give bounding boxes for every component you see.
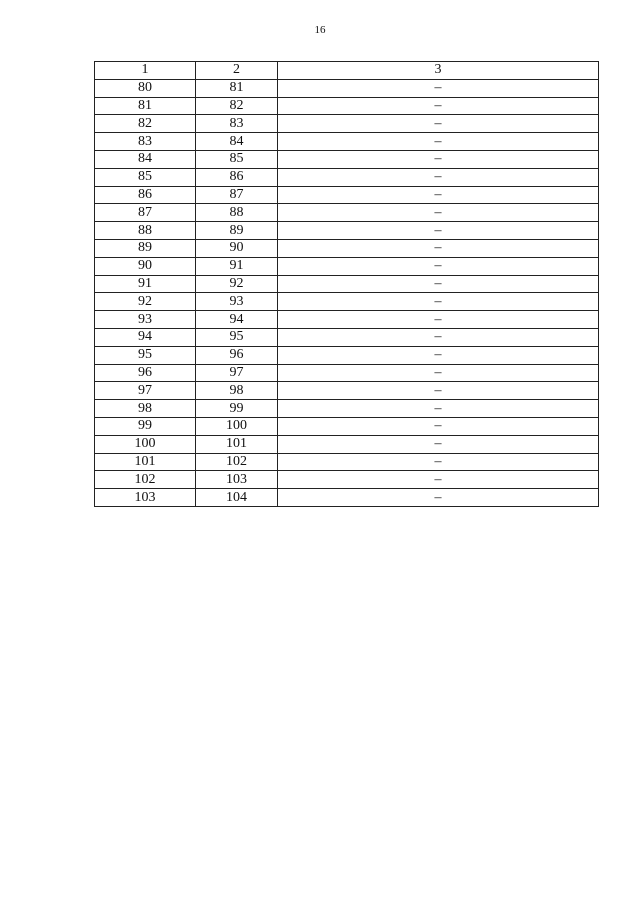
table-cell-col-3: – — [278, 257, 599, 275]
table-row — [95, 293, 599, 311]
table-cell-col-2: 97 — [196, 364, 278, 382]
table-cell-col-3: – — [278, 328, 599, 346]
table-cell-col-1: 89 — [95, 239, 196, 257]
table-cell-col-3: – — [278, 239, 599, 257]
table-row — [95, 222, 599, 240]
table-cell-col-2: 91 — [196, 257, 278, 275]
table-row — [95, 275, 599, 293]
table-cell-col-3: – — [278, 222, 599, 240]
table-cell-col-1: 94 — [95, 328, 196, 346]
table-row — [95, 115, 599, 133]
page-number: 16 — [314, 24, 326, 36]
table-cell-col-3: – — [278, 115, 599, 133]
table-cell-col-3: – — [278, 204, 599, 222]
table-cell-col-2: 89 — [196, 222, 278, 240]
table-cell-col-2: 86 — [196, 168, 278, 186]
table-cell-col-3: – — [278, 364, 599, 382]
table-cell-col-1: 86 — [95, 186, 196, 204]
table-cell-col-1: 95 — [95, 346, 196, 364]
table-cell-col-2: 81 — [196, 79, 278, 97]
table-row — [95, 257, 599, 275]
table-cell-col-2: 83 — [196, 115, 278, 133]
table-cell-col-2: 88 — [196, 204, 278, 222]
table-cell-col-1: 91 — [95, 275, 196, 293]
table-cell-col-1: 93 — [95, 311, 196, 329]
table-cell-col-1: 83 — [95, 133, 196, 151]
table-cell-col-2: 94 — [196, 311, 278, 329]
table-cell-col-2: 87 — [196, 186, 278, 204]
table-cell-col-2: 95 — [196, 328, 278, 346]
table-row — [95, 417, 599, 435]
table-header-row — [95, 62, 599, 80]
table-cell-col-1: 85 — [95, 168, 196, 186]
table-body — [95, 79, 599, 506]
table-cell-col-1: 97 — [95, 382, 196, 400]
table-cell-col-1: 92 — [95, 293, 196, 311]
data-table — [94, 61, 599, 507]
table-cell-col-3: – — [278, 133, 599, 151]
table-cell-col-3: – — [278, 97, 599, 115]
table-row — [95, 133, 599, 151]
table-cell-col-2: 82 — [196, 97, 278, 115]
table-row — [95, 489, 599, 507]
table-cell-col-2: 90 — [196, 239, 278, 257]
table-row — [95, 204, 599, 222]
table-cell-col-3: – — [278, 275, 599, 293]
table-cell-col-2: 96 — [196, 346, 278, 364]
table-cell-col-1: 103 — [95, 489, 196, 507]
table-cell-col-3: – — [278, 311, 599, 329]
column-header-2: 2 — [196, 62, 278, 80]
table-row — [95, 168, 599, 186]
table-cell-col-1: 100 — [95, 435, 196, 453]
table-cell-col-1: 90 — [95, 257, 196, 275]
table-cell-col-1: 81 — [95, 97, 196, 115]
table-cell-col-2: 99 — [196, 400, 278, 418]
table-cell-col-3: – — [278, 79, 599, 97]
table-cell-col-2: 104 — [196, 489, 278, 507]
table-cell-col-1: 96 — [95, 364, 196, 382]
column-header-1: 1 — [95, 62, 196, 80]
table-cell-col-2: 98 — [196, 382, 278, 400]
table-cell-col-1: 84 — [95, 150, 196, 168]
table-cell-col-3: – — [278, 435, 599, 453]
table-cell-col-2: 84 — [196, 133, 278, 151]
table-row — [95, 97, 599, 115]
table-cell-col-3: – — [278, 186, 599, 204]
table-cell-col-1: 88 — [95, 222, 196, 240]
table-cell-col-2: 100 — [196, 417, 278, 435]
table-cell-col-1: 101 — [95, 453, 196, 471]
table-row — [95, 328, 599, 346]
table-cell-col-3: – — [278, 346, 599, 364]
table-row — [95, 239, 599, 257]
table-cell-col-3: – — [278, 453, 599, 471]
table-cell-col-2: 93 — [196, 293, 278, 311]
table-row — [95, 453, 599, 471]
table-cell-col-1: 80 — [95, 79, 196, 97]
table-cell-col-1: 82 — [95, 115, 196, 133]
table-row — [95, 150, 599, 168]
table-cell-col-3: – — [278, 400, 599, 418]
table-cell-col-3: – — [278, 489, 599, 507]
table-cell-col-3: – — [278, 293, 599, 311]
table-cell-col-2: 92 — [196, 275, 278, 293]
table-row — [95, 346, 599, 364]
table-cell-col-3: – — [278, 417, 599, 435]
table-cell-col-1: 99 — [95, 417, 196, 435]
table-cell-col-2: 101 — [196, 435, 278, 453]
table-cell-col-2: 103 — [196, 471, 278, 489]
table-cell-col-3: – — [278, 168, 599, 186]
table-cell-col-1: 98 — [95, 400, 196, 418]
table-row — [95, 364, 599, 382]
table-row — [95, 186, 599, 204]
table-cell-col-2: 85 — [196, 150, 278, 168]
table-cell-col-3: – — [278, 471, 599, 489]
table-header — [95, 62, 599, 80]
table-row — [95, 311, 599, 329]
table-cell-col-1: 102 — [95, 471, 196, 489]
column-header-3: 3 — [278, 62, 599, 80]
table-row — [95, 435, 599, 453]
table-row — [95, 471, 599, 489]
table-cell-col-2: 102 — [196, 453, 278, 471]
table-cell-col-1: 87 — [95, 204, 196, 222]
table-row — [95, 400, 599, 418]
table-row — [95, 79, 599, 97]
table-cell-col-3: – — [278, 150, 599, 168]
table-row — [95, 382, 599, 400]
table-cell-col-3: – — [278, 382, 599, 400]
